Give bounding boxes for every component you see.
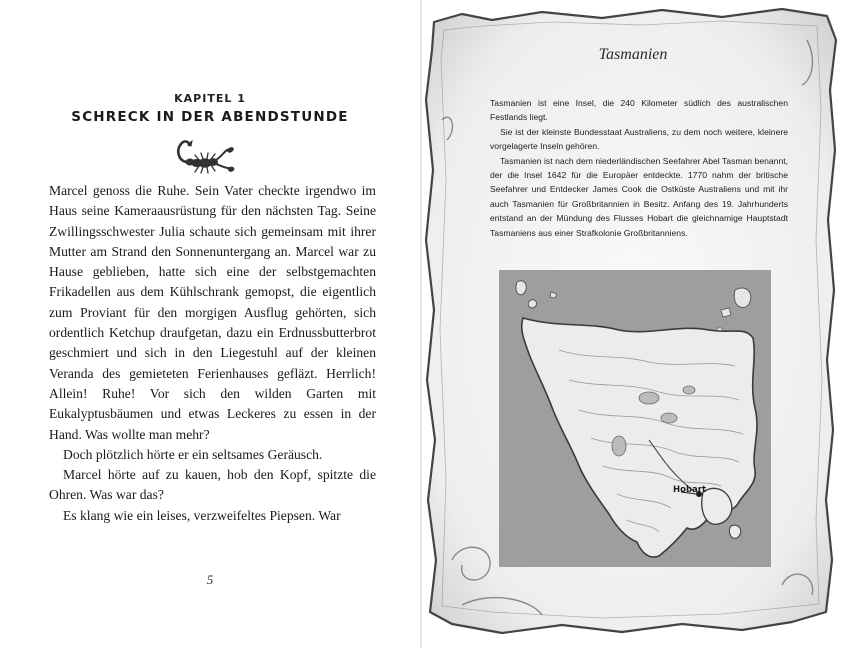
scorpion-icon [172,136,238,174]
info-paragraph-2: Sie ist der kleinste Bundesstaat Australiens, zu dem noch weitere, kleinere vorgelagerte Inseln gehören. [490,126,788,152]
left-page [0,0,420,648]
tasmania-island-shape [499,270,771,567]
info-box-text [490,96,788,240]
chapter-title: SCHRECK IN DER ABENDSTUNDE [71,109,349,125]
body-paragraph-3: Marcel hörte auf zu kauen, hob den Kopf, spitzte die Ohren. Was war das? [49,467,376,503]
body-paragraph-2: Doch plötzlich hörte er ein seltsames Geräusch. [63,446,323,462]
info-paragraph-1: Tasmanien ist eine Insel, die 240 Kilometer südlich des australischen Festlands liegt. [490,98,788,123]
chapter-body-text [49,181,376,526]
tasmania-map [499,270,771,567]
info-paragraph-3: Tasmanien ist nach dem niederländischen Seefahrer Abel Tasman benannt, der die Insel 1642 für die Europäer entdeckte. 1770 nahm der britische Seefahrer und Entdecker James Cook die Ostküste Australiens und mit ihr auch Tasmanien für Großbritannien in Besitz. Anfang des 19. Jahrhunderts entstand an der Mündung des Flusses Hobart die gleichnamige Hauptstadt Tasmaniens aus einer Strafkolonie Großbritanniens. [490,155,788,238]
body-paragraph-4: Es klang wie ein leises, verzweifeltes Piepsen. War [63,507,341,523]
right-page [422,0,844,648]
page-number: 5 [206,572,214,587]
map-label-hobart: Hobart [673,485,707,495]
chapter-number: KAPITEL 1 [174,92,246,105]
body-paragraph-1: Marcel genoss die Ruhe. Sein Vater checkte irgendwo im Haus seine Kameraausrüstung für den nächsten Tag. Seine Zwillingsschwester Julia schaute sich gemeinsam mit ihrer Mutter am Strand den Sonnenuntergang an. Marcel war zu Hause geblieben, hatte sich eine der selbstgemachten Frikadellen aus dem Kühlschrank gemopst, die eigentlich zum Proviant für den morgigen Ausflug gehörten, sich ordentlich Ketchup draufgetan, dazu ein Erdnussbutterbrot geschmiert und sich in den Liegestuhl auf der kleinen Veranda des gemieteten Ferienhauses gefläzt. Herrlich! Allein! Ruhe! Vor sich den wilden Garten mit Eukalyptusbäumen und etwas Leckeres zu essen in der Hand. Was wollte man mehr? [49,183,376,442]
info-box-title: Tasmanien [598,46,668,63]
